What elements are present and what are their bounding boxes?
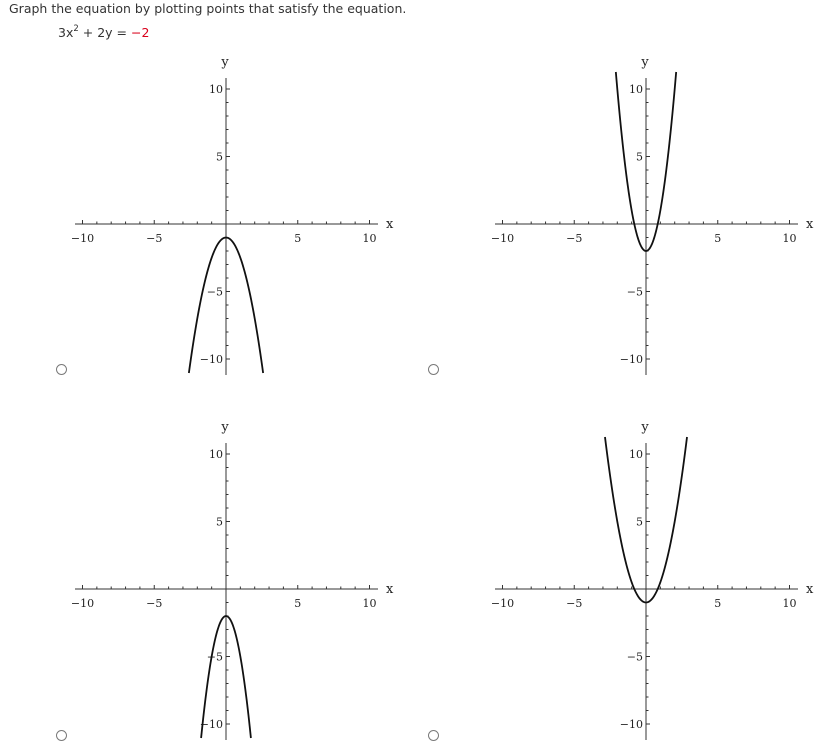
y-tick-label: 10 (629, 83, 643, 96)
x-axis-label: x (386, 217, 394, 232)
y-axis-label: y (641, 420, 649, 435)
equation-exponent: 2 (73, 24, 79, 34)
option-a-radio[interactable] (56, 364, 67, 375)
x-tick-label: −10 (70, 232, 95, 245)
y-tick-label: −10 (199, 353, 223, 366)
x-tick-label: 5 (294, 232, 302, 245)
x-tick-label: 5 (294, 597, 302, 610)
y-tick-label: 5 (216, 150, 223, 164)
option-b[interactable] (420, 50, 814, 380)
x-axis-label: x (386, 582, 394, 597)
graph-option-b (420, 50, 814, 380)
y-axis-label: y (221, 55, 229, 70)
x-tick-label: 5 (714, 232, 722, 245)
x-tick-label: 10 (782, 597, 797, 610)
x-tick-label: −10 (70, 597, 95, 610)
y-tick-label: −5 (206, 285, 223, 299)
y-tick-label: −10 (619, 353, 643, 366)
x-tick-label: 10 (782, 232, 797, 245)
equation-rhs: −2 (130, 25, 150, 41)
y-tick-label: 5 (636, 515, 643, 529)
equation-rest: + 2y = (78, 25, 131, 41)
graph-option-a (0, 50, 394, 380)
option-c-radio[interactable] (56, 730, 67, 741)
graph-option-c (0, 415, 394, 745)
question-instruction: Graph the equation by plotting points that satisfy the equation. (9, 1, 407, 16)
option-d-radio[interactable] (428, 730, 439, 741)
option-b-radio[interactable] (428, 364, 439, 375)
x-tick-label: −10 (490, 232, 515, 245)
x-axis-label: x (806, 582, 814, 597)
y-tick-label: 10 (629, 448, 643, 461)
x-tick-label: −5 (146, 232, 163, 245)
equation-coef-x: 3x (58, 25, 74, 41)
option-c[interactable] (0, 415, 394, 745)
x-tick-label: −10 (490, 597, 515, 610)
x-tick-label: 10 (362, 232, 377, 245)
x-tick-label: 10 (362, 597, 377, 610)
x-tick-label: −5 (566, 597, 583, 610)
x-tick-label: 5 (714, 597, 722, 610)
option-d[interactable] (420, 415, 814, 745)
y-axis-label: y (221, 420, 229, 435)
y-tick-label: −10 (619, 718, 643, 731)
x-axis-label: x (806, 217, 814, 232)
y-axis-label: y (641, 55, 649, 70)
y-tick-label: −10 (199, 718, 223, 731)
y-tick-label: 5 (216, 515, 223, 529)
equation (58, 25, 149, 40)
graph-option-d (420, 415, 814, 745)
y-tick-label: 5 (636, 150, 643, 164)
y-tick-label: −5 (206, 650, 223, 664)
y-tick-label: 10 (209, 448, 223, 461)
x-tick-label: −5 (566, 232, 583, 245)
y-tick-label: −5 (626, 650, 643, 664)
option-a[interactable] (0, 50, 394, 380)
y-tick-label: 10 (209, 83, 223, 96)
y-tick-label: −5 (626, 285, 643, 299)
x-tick-label: −5 (146, 597, 163, 610)
